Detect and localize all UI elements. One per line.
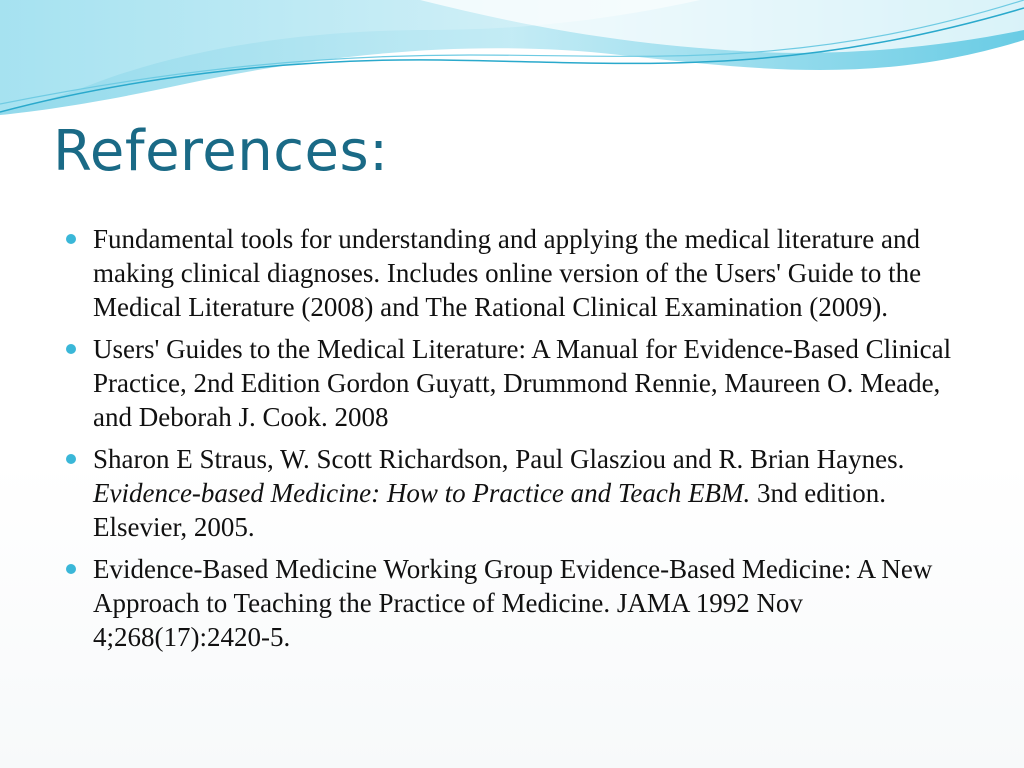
reference-item bbox=[66, 552, 966, 654]
reference-item bbox=[66, 332, 966, 434]
bullet-dot-icon bbox=[66, 564, 76, 574]
reference-item bbox=[66, 442, 966, 544]
bullet-dot-icon bbox=[66, 454, 76, 464]
bullet-dot-icon bbox=[66, 344, 76, 354]
reference-edition: 3nd edition. Elsevier, 2005. bbox=[93, 478, 887, 542]
reference-book-title: Evidence-based Medicine: How to Practice and Teach EBM. bbox=[93, 478, 751, 508]
reference-authors: Sharon E Straus, W. Scott Richardson, Paul Glasziou and R. Brian Haynes. bbox=[93, 444, 905, 474]
reference-text: Evidence-Based Medicine Working Group Evidence-Based Medicine: A New Approach to Teaching the Practice of Medicine. JAMA 1992 Nov 4;268(17):2420-5. bbox=[93, 554, 933, 652]
wave-header-decoration bbox=[0, 0, 1024, 130]
bullet-dot-icon bbox=[66, 234, 76, 244]
reference-item bbox=[66, 222, 966, 324]
page-title: References: bbox=[53, 119, 389, 184]
reference-text: Users' Guides to the Medical Literature: A Manual for Evidence-Based Clinical Practice, 2nd Edition Gordon Guyatt, Drummond Rennie, Maureen O. Meade, and Deborah J. Cook. 2008 bbox=[93, 334, 952, 432]
reference-text: Fundamental tools for understanding and applying the medical literature and making clinical diagnoses. Includes online version of the Users' Guide to the Medical Literature (2008) and The Rational Clinical Examination (2009). bbox=[93, 224, 922, 322]
reference-list bbox=[66, 222, 966, 662]
